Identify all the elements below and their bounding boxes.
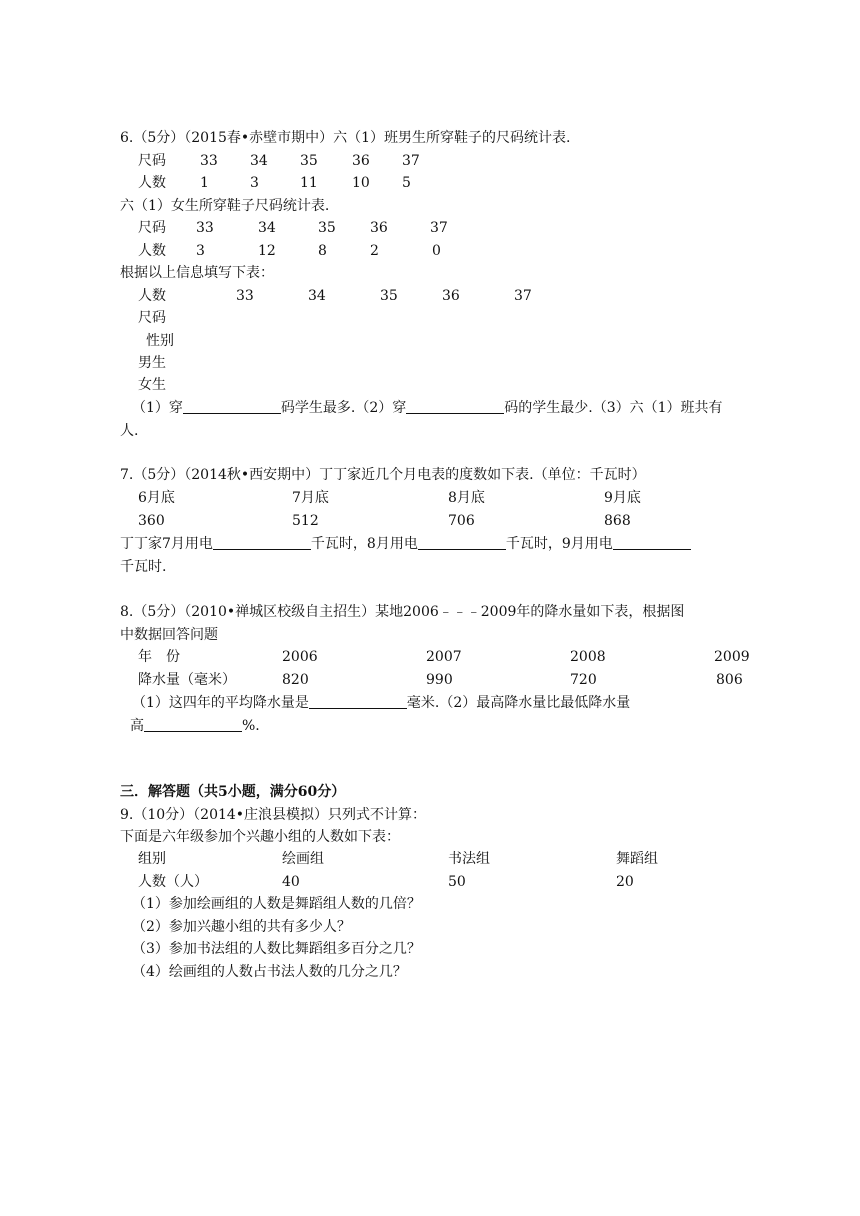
table-cell: 33 <box>196 220 214 236</box>
table-cell: 512 <box>292 513 319 529</box>
table-cell: 2008 <box>570 649 606 665</box>
table-cell: 20 <box>616 874 634 890</box>
table-cell: 2006 <box>282 649 318 665</box>
table-cell: 706 <box>448 513 475 529</box>
table-cell: 34 <box>308 288 326 304</box>
table-cell: 36 <box>352 153 370 169</box>
table-cell: 0 <box>432 243 441 259</box>
q8-question-end: 高 %. <box>130 718 260 734</box>
table-cell: 尺码 <box>138 220 166 236</box>
table-cell: 尺码 <box>138 310 166 326</box>
table-cell: 年 份 <box>138 649 180 665</box>
table-cell: 尺码 <box>138 153 166 169</box>
answer-blank[interactable] <box>418 535 506 550</box>
table-cell: 34 <box>250 153 268 169</box>
q7-intro: 7.（5分）（2014秋•西安期中）丁丁家近几个月电表的度数如下表.（单位：千瓦时） <box>120 467 646 483</box>
table-cell: 11 <box>300 175 318 191</box>
table-cell: 组别 <box>138 851 166 867</box>
q9-sub-question: （3）参加书法组的人数比舞蹈组多百分之几？ <box>132 941 421 957</box>
answer-blank[interactable] <box>309 694 407 709</box>
table-cell: 舞蹈组 <box>616 851 658 867</box>
table-cell: 12 <box>258 243 276 259</box>
table-cell: 性别 <box>146 333 174 349</box>
table-cell: 990 <box>426 672 453 688</box>
table-cell: 2007 <box>426 649 462 665</box>
table-cell: 50 <box>448 874 466 890</box>
table-cell: 33 <box>236 288 254 304</box>
table-cell: 5 <box>402 175 411 191</box>
table-cell: 3 <box>250 175 259 191</box>
table-cell: 9月底 <box>604 490 641 506</box>
table-cell: 人数 <box>138 288 166 304</box>
q7-question-end: 千瓦时. <box>120 559 167 575</box>
table-cell: 36 <box>370 220 388 236</box>
table-cell: 720 <box>570 672 597 688</box>
q8-intro: 8.（5分）（2010•禅城区校级自主招生）某地2006﹣﹣﹣2009年的降水量如下表，根据图 <box>120 604 685 620</box>
q6-fill-intro: 根据以上信息填写下表： <box>120 265 274 281</box>
table-cell: 37 <box>514 288 532 304</box>
table-cell: 10 <box>352 175 370 191</box>
table-cell: 35 <box>300 153 318 169</box>
table-cell: 7月底 <box>292 490 329 506</box>
table-cell: 降水量（毫米） <box>138 672 236 688</box>
answer-blank[interactable] <box>406 399 504 414</box>
q6-question-end: 人. <box>120 423 139 439</box>
answer-blank[interactable] <box>144 717 242 732</box>
q6-question: （1）穿 码学生最多.（2）穿 码的学生最少.（3）六（1）班共有 <box>132 400 723 416</box>
q9-sub-question: （2）参加兴趣小组的共有多少人？ <box>132 919 351 935</box>
table-cell: 37 <box>430 220 448 236</box>
table-cell: 806 <box>716 672 743 688</box>
table-cell: 868 <box>604 513 631 529</box>
table-cell: 1 <box>200 175 209 191</box>
table-cell: 33 <box>200 153 218 169</box>
table-cell: 360 <box>138 513 165 529</box>
table-cell: 2009 <box>714 649 750 665</box>
table-cell: 35 <box>318 220 336 236</box>
q9-desc: 下面是六年级参加个兴趣小组的人数如下表： <box>120 829 400 845</box>
q6-intro: 6.（5分）（2015春•赤壁市期中）六（1）班男生所穿鞋子的尺码统计表. <box>120 130 571 146</box>
section-title: 三．解答题（共5小题，满分60分） <box>120 784 346 800</box>
table-cell: 34 <box>258 220 276 236</box>
table-cell: 36 <box>442 288 460 304</box>
q9-sub-question: （1）参加绘画组的人数是舞蹈组人数的几倍？ <box>132 896 421 912</box>
q9-intro: 9.（10分）（2014•庄浪县模拟）只列式不计算： <box>120 807 427 823</box>
table-cell: 35 <box>380 288 398 304</box>
table-cell: 820 <box>282 672 309 688</box>
table-cell: 3 <box>196 243 205 259</box>
table-cell: 6月底 <box>138 490 175 506</box>
table-cell: 37 <box>402 153 420 169</box>
answer-blank[interactable] <box>183 399 281 414</box>
table-cell: 人数（人） <box>138 874 208 890</box>
table-cell: 8月底 <box>448 490 485 506</box>
table-cell: 人数 <box>138 175 166 191</box>
table-cell: 男生 <box>138 355 166 371</box>
table-cell: 8 <box>318 243 327 259</box>
table-cell: 人数 <box>138 243 166 259</box>
table-cell: 40 <box>282 874 300 890</box>
table-cell: 女生 <box>138 377 166 393</box>
q8-question: （1）这四年的平均降水量是 毫米.（2）最高降水量比最低降水量 <box>132 695 631 711</box>
q6-girls-title: 六（1）女生所穿鞋子尺码统计表. <box>120 198 330 214</box>
table-cell: 书法组 <box>448 851 490 867</box>
q9-sub-question: （4）绘画组的人数占书法人数的几分之几？ <box>132 964 407 980</box>
table-cell: 绘画组 <box>282 851 324 867</box>
q7-question: 丁丁家7月用电 千瓦时，8月用电 千瓦时，9月用电 <box>120 535 691 553</box>
answer-blank[interactable] <box>213 535 311 550</box>
q8-intro-cont: 中数据回答问题 <box>120 627 218 643</box>
table-cell: 2 <box>370 243 379 259</box>
answer-blank[interactable] <box>613 535 691 550</box>
